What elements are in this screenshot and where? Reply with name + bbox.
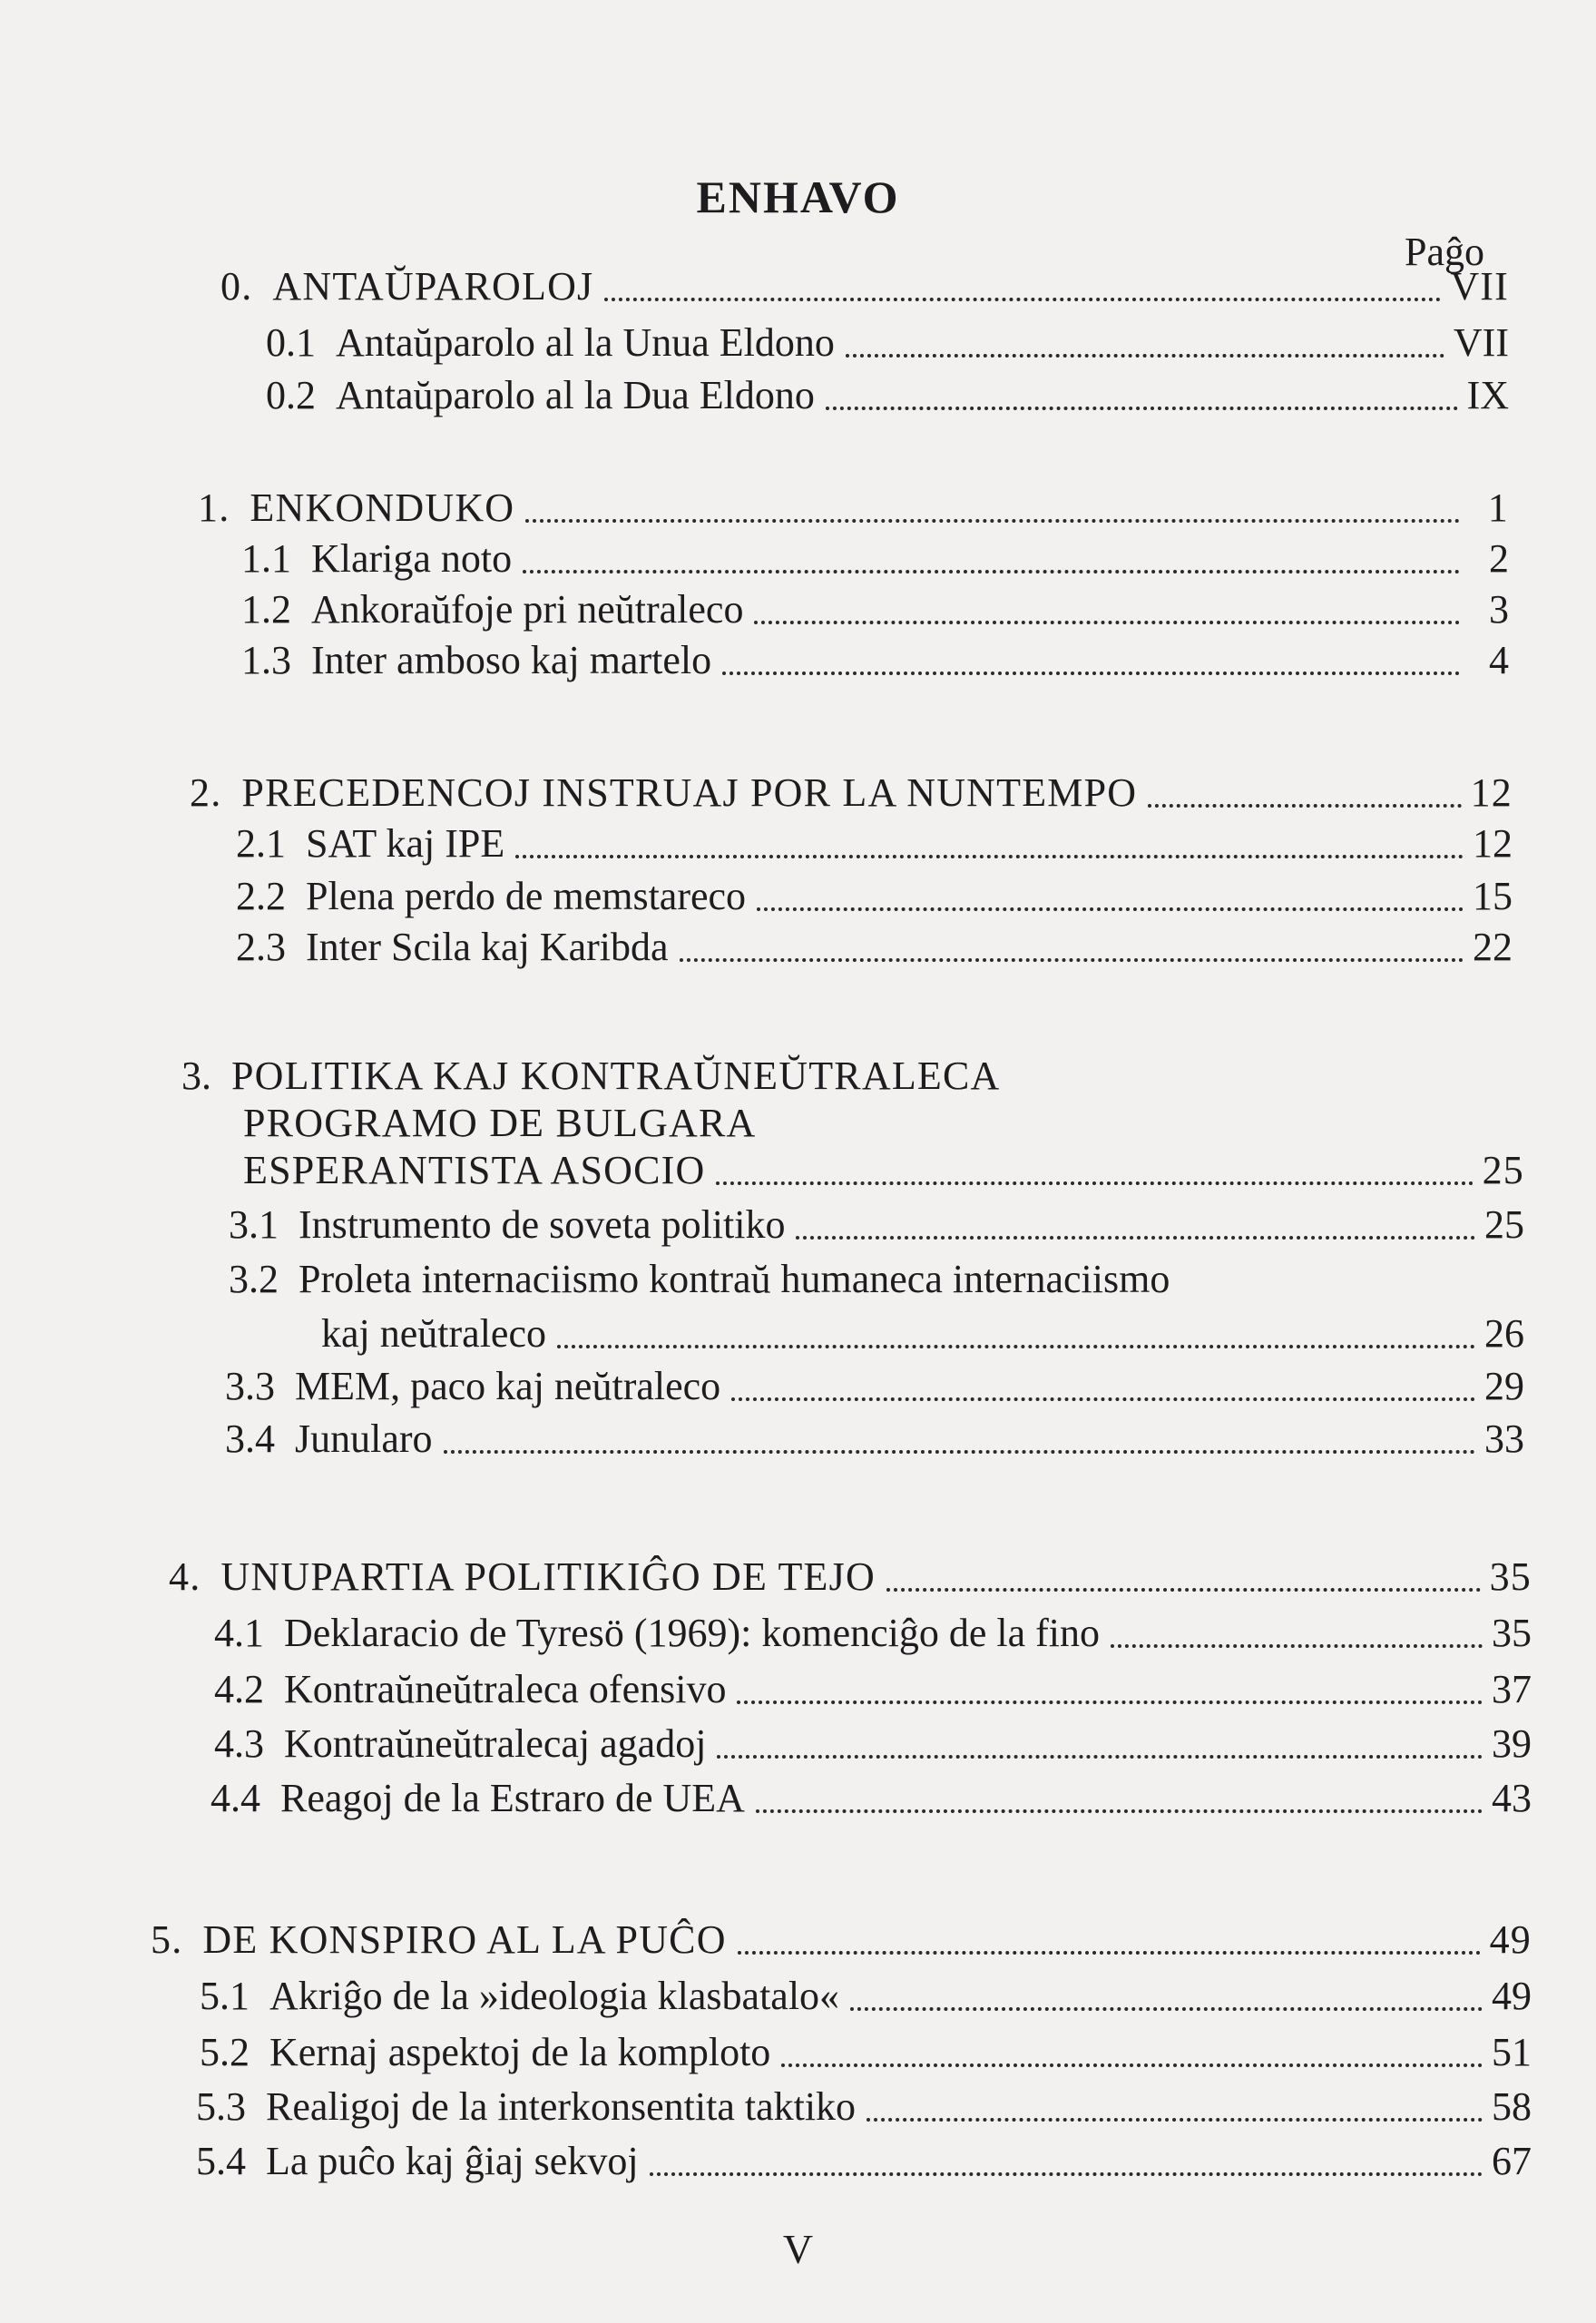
toc-page: 51 (1492, 2030, 1532, 2074)
toc-entry[interactable] (200, 2027, 1532, 2078)
toc-title: Plena perdo de memstareco (306, 874, 747, 918)
dot-leader (731, 1397, 1475, 1401)
dot-leader (754, 621, 1460, 624)
toc-title: MEM, paco kaj neŭtraleco (295, 1364, 721, 1408)
dot-leader (717, 1755, 1483, 1759)
toc-number: 1. (198, 485, 230, 530)
toc-number: 1.3 (241, 638, 291, 682)
dot-leader (846, 354, 1444, 358)
toc-title: Junularo (295, 1416, 433, 1461)
toc-number: 2.3 (236, 925, 286, 969)
toc-number: 3.1 (229, 1202, 279, 1247)
toc-number: 4.3 (214, 1721, 264, 1766)
toc-number: 3. (181, 1054, 211, 1098)
toc-page: 35 (1489, 1554, 1532, 1599)
dot-leader (722, 671, 1460, 675)
toc-entry[interactable] (243, 1145, 1524, 1196)
toc-entry[interactable] (200, 1971, 1532, 2022)
toc-entry[interactable] (198, 483, 1509, 534)
toc-number: 5.4 (196, 2139, 246, 2183)
toc-title: Klariga noto (311, 536, 513, 581)
toc-entry[interactable] (214, 1608, 1532, 1659)
dot-leader (738, 1951, 1481, 1955)
toc-number: 0.2 (266, 373, 316, 417)
toc-title: La puĉo kaj ĝiaj sekvoj (266, 2139, 639, 2183)
toc-entry[interactable] (236, 871, 1513, 922)
page-number: V (782, 2226, 814, 2272)
dot-leader (523, 570, 1460, 573)
toc-number: 3.3 (225, 1364, 275, 1408)
page-column-header: Paĝo (1405, 230, 1484, 274)
toc-entry[interactable] (266, 370, 1509, 421)
toc-page: 2 (1489, 536, 1509, 581)
toc-page: 35 (1492, 1611, 1532, 1655)
dot-leader (886, 1588, 1481, 1592)
dot-leader (650, 2172, 1483, 2176)
toc-page: 29 (1484, 1364, 1524, 1408)
dot-leader (757, 907, 1464, 911)
toc-title: kaj neŭtraleco (321, 1311, 546, 1356)
toc-page: 1 (1487, 485, 1509, 530)
toc-entry[interactable] (225, 1414, 1524, 1465)
toc-page: 4 (1489, 638, 1509, 682)
dot-leader (557, 1345, 1475, 1348)
toc-entry[interactable] (214, 1664, 1532, 1715)
toc-page: 43 (1492, 1776, 1532, 1820)
toc-page: 49 (1489, 1917, 1532, 1962)
toc-page: VII (1450, 264, 1509, 309)
toc-title-line: POLITIKA KAJ KONTRAŬNEŬTRALECA (231, 1054, 1001, 1098)
toc-page: IX (1466, 373, 1509, 417)
dot-leader (716, 1181, 1473, 1185)
toc-number: 5.2 (200, 2030, 250, 2074)
toc-page: 3 (1489, 587, 1509, 632)
toc-title: ESPERANTISTA ASOCIO (243, 1148, 706, 1192)
dot-leader (796, 1236, 1475, 1240)
toc-number: 3.2 (229, 1257, 279, 1301)
dot-leader (1148, 804, 1461, 808)
toc-entry[interactable] (241, 635, 1509, 686)
toc-page: 58 (1492, 2084, 1532, 2129)
toc-number: 5.1 (200, 1974, 250, 2018)
toc-page: VII (1453, 320, 1509, 365)
toc-title: Antaŭparolo al la Unua Eldono (336, 320, 835, 365)
toc-title: Reagoj de la Estraro de UEA (280, 1776, 745, 1820)
toc-title: Kontraŭneŭtralecaj agadoj (284, 1721, 707, 1766)
dot-leader (525, 519, 1460, 523)
toc-entry-first-line[interactable] (229, 1254, 1524, 1305)
toc-number: 2.1 (236, 821, 286, 866)
toc-number: 2. (190, 770, 222, 815)
dot-leader (444, 1450, 1475, 1454)
toc-title: Ankoraŭfoje pri neŭtraleco (311, 587, 744, 632)
dot-leader (604, 298, 1441, 301)
toc-page: 15 (1473, 874, 1513, 918)
toc-entry[interactable] (196, 2136, 1532, 2187)
toc-title-line: Proleta internaciismo kontraŭ humaneca internaciismo (299, 1257, 1170, 1301)
toc-number: 4.4 (211, 1776, 260, 1820)
toc-entry-first-line[interactable] (181, 1051, 1524, 1102)
toc-page: 67 (1492, 2139, 1532, 2183)
toc-title: Antaŭparolo al la Dua Eldono (336, 373, 815, 417)
toc-title: Deklaracio de Tyresö (1969): komenciĝo de la fino (284, 1611, 1101, 1655)
toc-entry[interactable] (266, 318, 1509, 368)
toc-entry[interactable] (321, 1309, 1524, 1359)
toc-title: Kernaj aspektoj de la komploto (269, 2030, 771, 2074)
toc-entry[interactable] (241, 534, 1509, 584)
toc-title: ANTAŬPAROLOJ (272, 264, 594, 309)
toc-entry[interactable] (190, 768, 1513, 818)
toc-entry[interactable] (220, 261, 1509, 312)
toc-number: 4.1 (214, 1611, 264, 1655)
toc-page: 12 (1470, 770, 1513, 815)
toc-number: 5.3 (196, 2084, 246, 2129)
toc-number: 0. (220, 264, 253, 309)
dot-leader (756, 1809, 1483, 1813)
toc-page: 39 (1492, 1721, 1532, 1766)
toc-entry[interactable] (211, 1773, 1532, 1824)
toc-title: Realigoj de la interkonsentita taktiko (266, 2084, 857, 2129)
toc-entry[interactable] (169, 1552, 1532, 1603)
dot-leader (781, 2063, 1483, 2067)
toc-page: 25 (1482, 1148, 1524, 1192)
toc-page: 25 (1484, 1202, 1524, 1247)
toc-entry[interactable] (225, 1361, 1524, 1412)
dot-leader (850, 2007, 1483, 2011)
toc-entry[interactable] (196, 2082, 1532, 2132)
toc-page: 26 (1484, 1311, 1524, 1356)
toc-title-line: PROGRAMO DE BULGARA (243, 1101, 757, 1145)
toc-number: 0.1 (266, 320, 316, 365)
toc-entry[interactable] (241, 584, 1509, 635)
toc-entry[interactable] (236, 922, 1513, 973)
toc-entry[interactable] (151, 1915, 1532, 1965)
toc-title: DE KONSPIRO AL LA PUĈO (202, 1917, 727, 1962)
toc-title: Kontraŭneŭtraleca ofensivo (284, 1667, 727, 1711)
toc-entry[interactable] (236, 818, 1513, 869)
toc-number: 4. (169, 1554, 201, 1599)
toc-page: 33 (1484, 1416, 1524, 1461)
toc-number: 5. (151, 1917, 183, 1962)
toc-page: 22 (1473, 925, 1513, 969)
toc-title: Inter Scila kaj Karibda (306, 925, 669, 969)
dot-leader (1111, 1644, 1483, 1648)
page-title: ENHAVO (696, 172, 900, 222)
toc-number: 1.1 (241, 536, 291, 581)
toc-page: 49 (1492, 1974, 1532, 2018)
dot-leader (867, 2118, 1483, 2122)
toc-title: Akriĝo de la »ideologia klasbatalo« (269, 1974, 840, 2018)
dot-leader (826, 407, 1458, 410)
dot-leader (515, 855, 1464, 858)
toc-number: 2.2 (236, 874, 286, 918)
toc-entry[interactable] (229, 1200, 1524, 1250)
toc-number: 1.2 (241, 587, 291, 632)
toc-page: 37 (1492, 1667, 1532, 1711)
dot-leader (680, 958, 1464, 962)
toc-title: PRECEDENCOJ INSTRUAJ POR LA NUNTEMPO (241, 770, 1138, 815)
toc-number: 4.2 (214, 1667, 264, 1711)
toc-title: SAT kaj IPE (306, 821, 505, 866)
toc-page: 12 (1473, 821, 1513, 866)
toc-title: Inter amboso kaj martelo (311, 638, 712, 682)
toc-number: 3.4 (225, 1416, 275, 1461)
toc-entry[interactable] (214, 1719, 1532, 1769)
dot-leader (737, 1701, 1483, 1704)
toc-title: UNUPARTIA POLITIKIĜO DE TEJO (220, 1554, 876, 1599)
toc-title: Instrumento de soveta politiko (299, 1202, 786, 1247)
toc-title: ENKONDUKO (250, 485, 515, 530)
